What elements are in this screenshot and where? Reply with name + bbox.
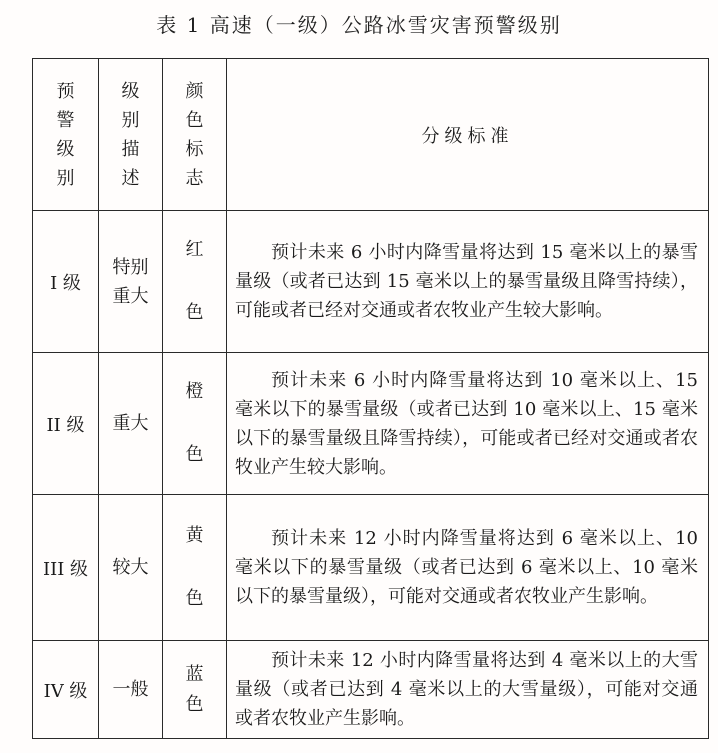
row-standard: 预计未来 12 小时内降雪量将达到 6 毫米以上、10 毫米以下的暴雪量级（或者已达到 6 毫米以上、10 毫米以下的暴雪量级），可能对交通或者农牧业产生影响。 (227, 495, 709, 641)
header-warning-level-label: 预警级别 (56, 80, 75, 189)
header-color-sign (163, 59, 227, 211)
row-color (163, 211, 227, 353)
header-level-description (99, 59, 163, 211)
row-description-text: 一般 (112, 679, 149, 700)
row-color-top: 橙 (185, 381, 204, 402)
row-color-top: 黄 (185, 525, 204, 546)
row-color (163, 495, 227, 641)
row-color (163, 641, 227, 739)
row-standard: 预计未来 12 小时内降雪量将达到 4 毫米以上的大雪量级（或者已达到 4 毫米以上的大雪量级），可能对交通或者农牧业产生影响。 (227, 641, 709, 739)
row-level: III 级 (33, 495, 99, 641)
row-standard: 预计未来 6 小时内降雪量将达到 15 毫米以上的暴雪量级（或者已达到 15 毫米以上的暴雪量级且降雪持续），可能或者已经对交通或者农牧业产生较大影响。 (227, 211, 709, 353)
header-grading-standard (227, 59, 709, 211)
row-color-bottom: 色 (185, 444, 204, 465)
table-row (33, 211, 709, 353)
warning-level-table (32, 58, 709, 739)
row-color-bottom: 色 (185, 588, 204, 609)
header-warning-level (33, 59, 99, 211)
table-header-row (33, 59, 709, 211)
header-level-description-label: 级别描述 (121, 80, 140, 189)
row-description-text: 较大 (112, 557, 149, 578)
row-color-bottom: 色 (185, 693, 204, 715)
row-level: II 级 (33, 353, 99, 495)
row-level: IV 级 (33, 641, 99, 739)
row-standard: 预计未来 6 小时内降雪量将达到 10 毫米以上、15 毫米以下的暴雪量级（或者已达到 10 毫米以上、15 毫米以下的暴雪量级且降雪持续），可能或者已经对交通或者农牧业产生较大影响。 (227, 353, 709, 495)
table-row (33, 641, 709, 739)
row-level: I 级 (33, 211, 99, 353)
row-description (99, 353, 163, 495)
row-color-top: 蓝 (185, 663, 204, 685)
row-color-bottom: 色 (185, 302, 204, 323)
header-grading-standard-label: 分级标准 (421, 125, 514, 147)
row-description (99, 495, 163, 641)
table-title: 表 1 高速（一级）公路冰雪灾害预警级别 (156, 13, 562, 37)
row-color (163, 353, 227, 495)
row-description-text: 特别重大 (112, 256, 149, 307)
table-row (33, 353, 709, 495)
row-description (99, 641, 163, 739)
row-description-text: 重大 (112, 413, 149, 434)
table-row (33, 495, 709, 641)
header-color-sign-label: 颜色标志 (185, 80, 204, 189)
row-color-top: 红 (185, 239, 204, 260)
row-description (99, 211, 163, 353)
